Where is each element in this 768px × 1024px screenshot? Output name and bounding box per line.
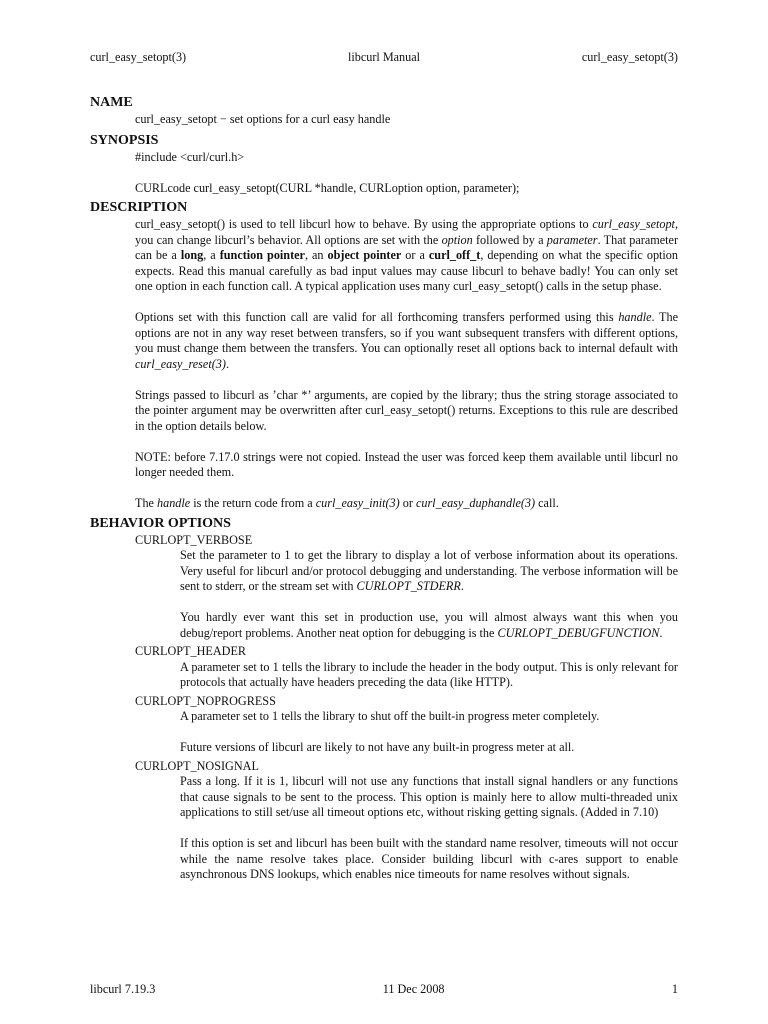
description-paragraph-1: curl_easy_setopt() is used to tell libcurl how to behave. By using the appropriate options to curl_easy_setopt, you can change libcurl’s behavior. All options are set with the option followed by a parameter. That parameter can be a long, a function pointer, an object pointer or a curl_off_t, depending on what the specific option expects. Read this manual carefully as bad input values may cause libcurl to behave badly! You can only set one option in each function call. A typical application uses many curl_easy_setopt() calls in the setup phase. [135,217,679,293]
description-paragraph-5: The handle is the return code from a curl_easy_init(3) or curl_easy_duphandle(3) call. [135,496,559,510]
option-description: Pass a long. If it is 1, libcurl will not use any functions that install signal handlers or any functions that cause signals to be sent to the process. This option is mainly here to allow multi-threaded unix applications to still set/use all timeout options etc, without risking getting signals. (Added in 7.10) [180,774,678,819]
option-description: You hardly ever want this set in production use, you will almost always want this when you debug/report problems. Another neat option for debugging is the CURLOPT_DEBUGFUNCTION. [180,610,678,640]
running-header [90,50,678,66]
header-right: curl_easy_setopt(3) [581,50,678,64]
option-noprogress [135,694,678,756]
section-heading-description: DESCRIPTION [90,200,188,215]
option-description: Future versions of libcurl are likely to not have any built-in progress meter at all. [180,740,575,754]
header-center: libcurl Manual [347,50,421,64]
header-left: curl_easy_setopt(3) [90,50,187,64]
section-heading-behavior-options: BEHAVIOR OPTIONS [90,515,231,531]
option-name: CURLOPT_VERBOSE [135,532,253,547]
option-name: CURLOPT_NOPROGRESS [135,693,276,708]
description-body [135,217,678,512]
option-description: If this option is set and libcurl has been built with the standard name resolver, timeouts will not occur while the name resolve takes place. Consider building libcurl with c-ares support to enable asynchronous DNS lookups, which enables nice timeouts for name resolves without signals. [180,836,678,881]
description-paragraph-3: Strings passed to libcurl as ’char *’ arguments, are copied by the library; thus the string storage associated to the pointer argument may be overwritten after curl_easy_setopt() returns. Exceptions to this rule are described in the option details below. [135,387,678,433]
man-page-body [90,94,678,883]
name-text: curl_easy_setopt − set options for a curl easy handle [135,112,391,126]
option-description: Set the parameter to 1 to get the library to display a lot of verbose information about its operations. Very useful for libcurl and/or protocol debugging and understanding. The verbose information will be sent to stderr, or the stream set with CURLOPT_STDERR. [180,548,678,593]
option-verbose [135,533,678,642]
option-name: CURLOPT_HEADER [135,644,247,658]
footer-left: libcurl 7.19.3 [90,982,156,996]
description-note: NOTE: before 7.17.0 strings were not copied. Instead the user was forced keep them available until libcurl no longer needed them. [135,449,678,479]
option-description: A parameter set to 1 tells the library to shut off the built-in progress meter completely. [180,709,600,723]
option-nosignal [135,759,678,883]
description-paragraph-2: Options set with this function call are valid for all forthcoming transfers performed using this handle. The options are not in any way reset between transfers, so if you want subsequent transfers with different options, you must change them between the transfers. You can optionally reset all options back to internal default with curl_easy_reset(3). [135,310,678,371]
section-heading-name: NAME [90,95,133,110]
synopsis-signature: CURLcode curl_easy_setopt(CURL *handle, CURLoption option, parameter); [135,180,520,195]
section-heading-synopsis: SYNOPSIS [90,132,159,148]
running-footer [90,982,678,998]
option-name: CURLOPT_NOSIGNAL [135,758,259,773]
synopsis-include: #include <curl/curl.h> [135,149,245,164]
page-number: 1 [671,982,678,996]
option-header [135,644,678,691]
footer-center: 11 Dec 2008 [382,982,445,996]
option-description: A parameter set to 1 tells the library to include the header in the body output. This is only relevant for protocols that actually have headers preceding the data (like HTTP). [180,659,678,689]
